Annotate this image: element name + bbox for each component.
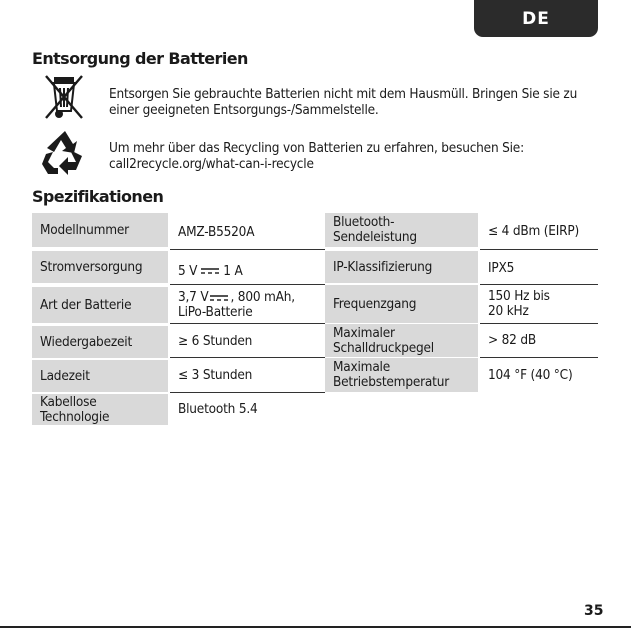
- spec-value: ≤ 3 Stunden: [178, 366, 253, 383]
- spec-value: > 82 dB: [488, 332, 536, 348]
- dc-symbol-icon: [200, 267, 220, 275]
- spec-label: IP-Klassifizierung: [325, 251, 478, 283]
- spec-label: Maximale Betriebstemperatur: [325, 358, 478, 392]
- spec-value: 104 °F (40 °C): [488, 366, 573, 383]
- spec-value: Bluetooth 5.4: [178, 401, 258, 417]
- spec-label: Kabellose Technologie: [32, 394, 168, 425]
- spec-value: AMZ-B5520A: [178, 223, 255, 240]
- recycling-link[interactable]: call2recycle.org/what-can-i-recycle: [109, 156, 314, 172]
- disposal-text: Entsorgen Sie gebrauchte Batterien nicht mit dem Hausmüll. Bringen Sie sie zu einer geeigneten Entsorgungs-/Sammelstelle.: [109, 86, 578, 118]
- spec-label: Modellnummer: [32, 213, 168, 247]
- spec-value: ≥ 6 Stunden: [178, 332, 253, 349]
- specs-title: Spezifikationen: [32, 187, 164, 206]
- spec-label: Bluetooth- Sendeleistung: [325, 213, 478, 247]
- bottom-rule: [0, 626, 631, 628]
- spec-label: Art der Batterie: [32, 287, 168, 323]
- dc-symbol-icon: [209, 294, 229, 302]
- spec-label: Ladezeit: [32, 360, 168, 392]
- language-tab: DE: [474, 0, 598, 37]
- spec-value: ≤ 4 dBm (EIRP): [488, 222, 580, 239]
- disposal-title: Entsorgung der Batterien: [32, 49, 248, 68]
- recycling-icon: [40, 128, 90, 178]
- page-number: 35: [584, 603, 604, 619]
- recycling-text: Um mehr über das Recycling von Batterien zu erfahren, besuchen Sie: call2recycle.org/what-can-i-recycle: [109, 140, 609, 172]
- crossed-out-bin-icon: [40, 72, 90, 122]
- spec-value: 5 V 1 A: [178, 262, 243, 279]
- spec-label: Stromversorgung: [32, 251, 168, 283]
- spec-value: 3,7 V , 800 mAh, LiPo-Batterie: [178, 289, 295, 320]
- spec-label: Frequenzgang: [325, 285, 478, 323]
- spec-label: Wiedergabezeit: [32, 326, 168, 358]
- spec-label: Maximaler Schalldruckpegel: [325, 324, 478, 357]
- spec-value: IPX5: [488, 259, 515, 276]
- spec-value: 150 Hz bis 20 kHz: [488, 288, 550, 319]
